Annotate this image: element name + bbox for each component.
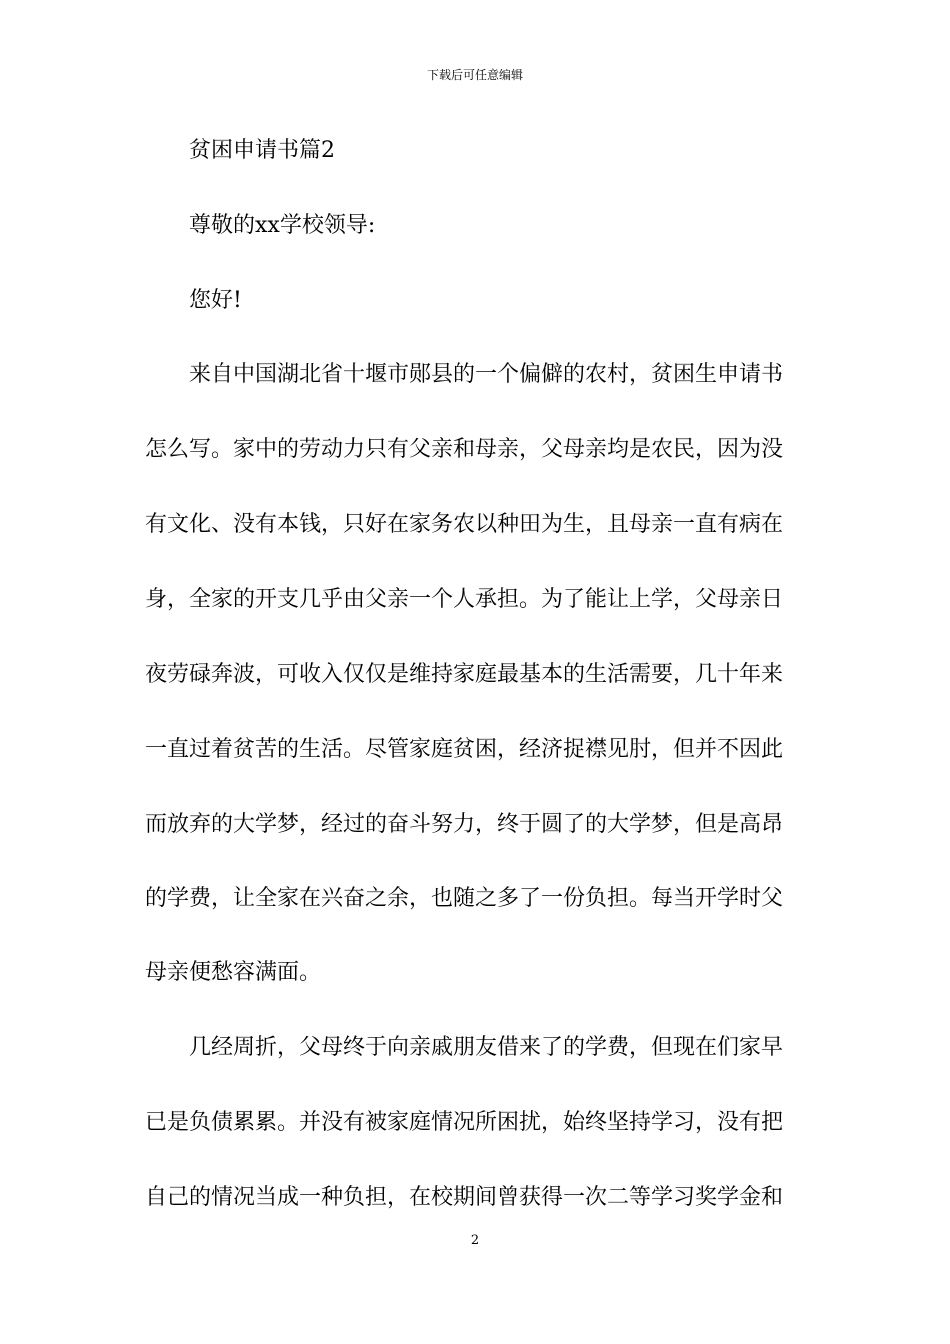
paragraph-line: 一直过着贫苦的生活。尽管家庭贫困，经济捉襟见肘，但并不因此 <box>145 737 784 762</box>
paragraph-line: 而放弃的大学梦，经过的奋斗努力，终于圆了的大学梦，但是高昂 <box>145 812 784 837</box>
greeting: 您好! <box>189 288 242 313</box>
paragraph-line: 怎么写。家中的劳动力只有父亲和母亲，父母亲均是农民，因为没 <box>145 437 784 462</box>
paragraph-line: 夜劳碌奔波，可收入仅仅是维持家庭最基本的生活需要，几十年来 <box>145 662 784 687</box>
paragraph-line: 几经周折，父母终于向亲戚朋友借来了的学费，但现在们家早 <box>189 1035 784 1060</box>
paragraph-line: 自己的情况当成一种负担，在校期间曾获得一次二等学习奖学金和 <box>145 1185 784 1210</box>
paragraph-line: 已是负债累累。并没有被家庭情况所困扰，始终坚持学习，没有把 <box>145 1110 784 1135</box>
paragraph-line: 身，全家的开支几乎由父亲一个人承担。为了能让上学，父母亲日 <box>145 587 784 612</box>
paragraph-line: 母亲便愁容满面。 <box>145 960 322 985</box>
section-title: 贫困申请书篇2 <box>189 138 335 163</box>
paragraph-line: 来自中国湖北省十堰市郧县的一个偏僻的农村，贫困生申请书 <box>189 362 784 387</box>
paragraph-line: 的学费，让全家在兴奋之余，也随之多了一份负担。每当开学时父 <box>145 886 784 911</box>
paragraph-line: 有文化、没有本钱，只好在家务农以种田为生，且母亲一直有病在 <box>145 512 784 537</box>
salutation: 尊敬的xx学校领导: <box>189 213 376 238</box>
page-header: 下载后可任意编辑 <box>426 68 523 82</box>
page-number: 2 <box>470 1233 480 1248</box>
